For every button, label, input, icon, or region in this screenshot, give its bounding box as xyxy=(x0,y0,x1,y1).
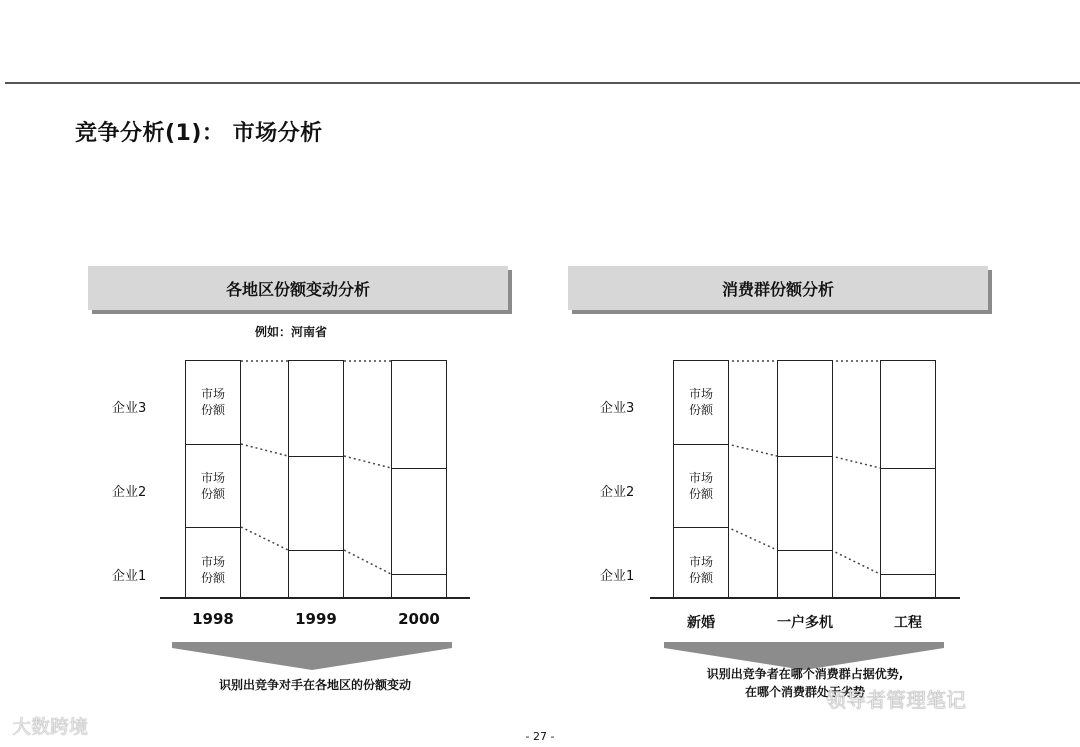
page-number: - 27 - xyxy=(525,730,555,743)
share-cell: 市场 份额 xyxy=(688,471,713,501)
watermark-right: 领导者管理笔记 xyxy=(826,688,966,712)
left-panel-header: 各地区份额变动分析 xyxy=(88,266,508,310)
right-row-label-2: 企业2 xyxy=(600,485,635,500)
share-cell: 市场 份额 xyxy=(200,471,225,501)
share-cell: 市场 份额 xyxy=(200,555,225,585)
right-row-label-3: 企业3 xyxy=(600,401,635,416)
left-row-label-3: 企业3 xyxy=(112,401,147,416)
share-cell: 市场 份额 xyxy=(688,555,713,585)
right-x-label-2: 一户多机 xyxy=(777,615,833,631)
share-cell: 市场 份额 xyxy=(200,387,225,417)
right-conclusion: 识别出竞争者在哪个消费群占据优势, 在哪个消费群处于劣势 xyxy=(706,667,904,699)
segment-divider xyxy=(881,574,935,575)
right-panel-header: 消费群份额分析 xyxy=(568,266,988,310)
left-arrow-band xyxy=(172,642,452,648)
segment-divider xyxy=(778,456,832,457)
page-title: 竞争分析(1)： 市场分析 xyxy=(75,121,323,146)
left-row-label-1: 企业1 xyxy=(112,569,147,584)
share-cell: 市场 份额 xyxy=(688,387,713,417)
watermark-left: 大数跨境 xyxy=(12,716,89,738)
segment-divider xyxy=(674,527,728,528)
segment-divider xyxy=(778,550,832,551)
right-x-label-1: 新婚 xyxy=(687,615,715,631)
left-example-note: 例如：河南省 xyxy=(255,325,328,339)
right-bar-project xyxy=(880,360,936,598)
left-conclusion: 识别出竞争对手在各地区的份额变动 xyxy=(218,678,411,692)
right-arrow-band xyxy=(664,642,944,648)
right-x-axis xyxy=(650,597,960,599)
right-row-label-1: 企业1 xyxy=(600,569,635,584)
left-down-arrow xyxy=(172,648,452,670)
right-bar-multi-unit xyxy=(777,360,833,598)
left-x-label-1998: 1998 xyxy=(192,610,234,628)
right-x-label-3: 工程 xyxy=(894,615,922,631)
right-bar-newlywed xyxy=(673,360,729,598)
left-x-label-2000: 2000 xyxy=(398,610,440,628)
segment-divider xyxy=(881,468,935,469)
left-x-label-1999: 1999 xyxy=(295,610,337,628)
segment-divider xyxy=(674,444,728,445)
left-row-label-2: 企业2 xyxy=(112,485,147,500)
left-x-axis xyxy=(160,597,470,599)
